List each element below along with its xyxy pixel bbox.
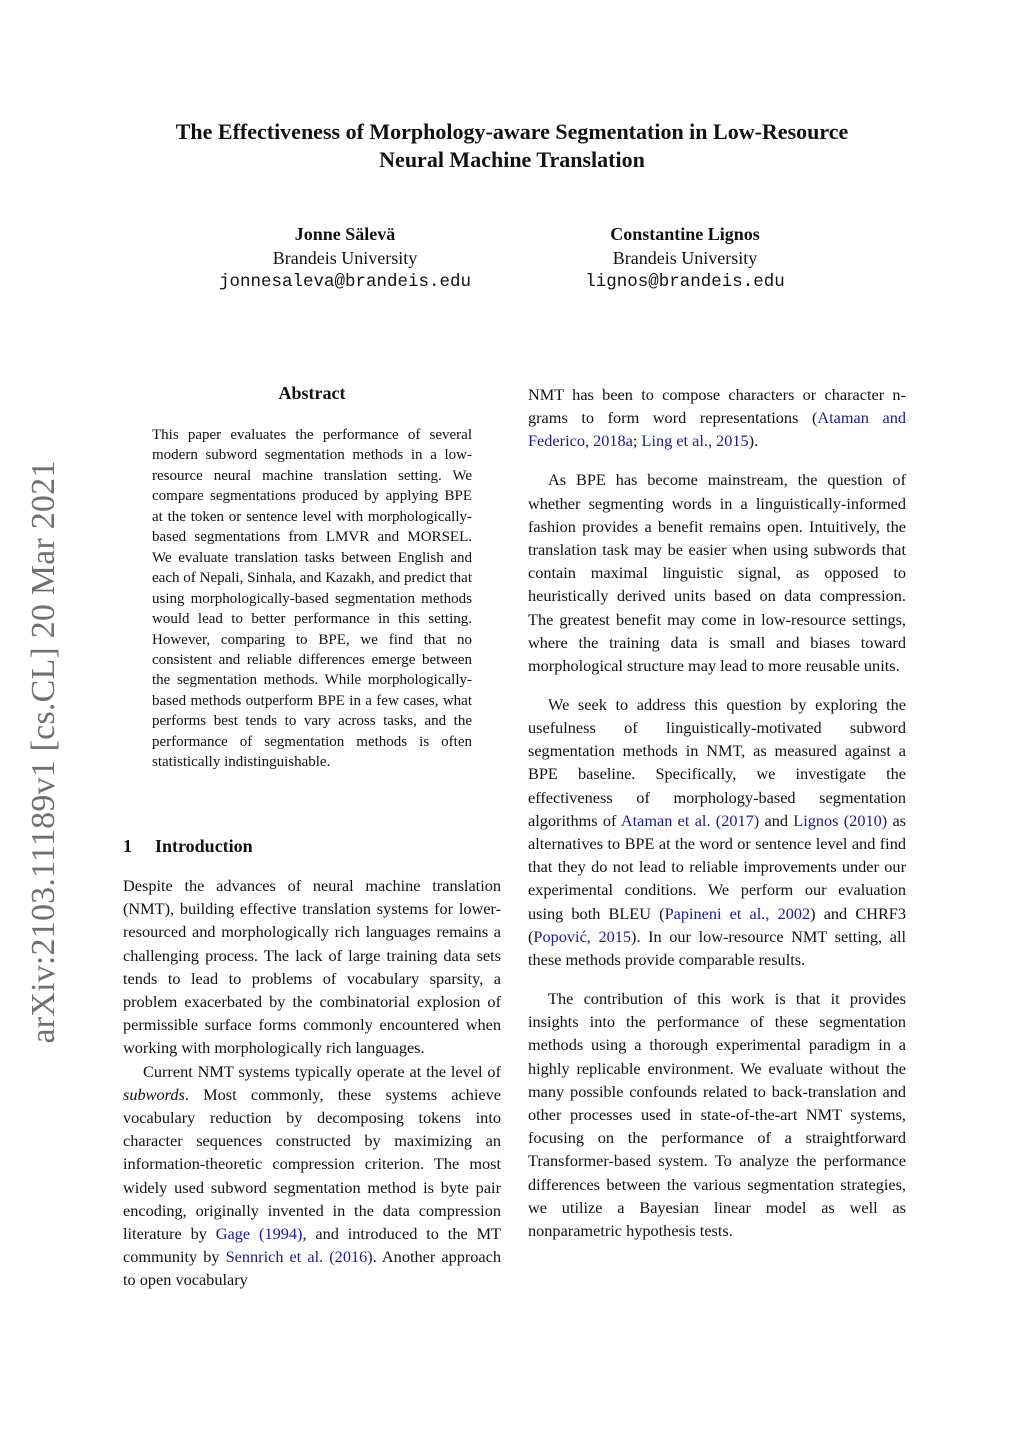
citation-link[interactable]: Sennrich et al. (2016) [225, 1247, 373, 1267]
abstract-text: This paper evaluates the performance of several modern subword segmentation methods in a low-resource neural machine translation setting. We compare segmentations produced by applying BPE at the token or sentence level with morphologically-based segmentations from LMVR and MORSEL. We evaluate translation tasks between English and each of Nepali, Sinhala, and Kazakh, and predict that using morphologically-based segmentation methods would lead to better performance in this setting. However, comparing to BPE, we find that no consistent and reliable differences emerge between the segmentation methods. While morphologically-based methods outperform BPE in a few cases, what performs best tends to vary across tasks, and the performance of segmentation methods is often statistically indistinguishable. [152, 427, 472, 771]
abstract-heading: Abstract [278, 383, 346, 403]
section-title: Introduction [155, 836, 253, 856]
emphasis: subwords [123, 1084, 185, 1104]
citation-link[interactable]: Ataman and Federico, 2018a [528, 408, 907, 451]
paragraph: Despite the advances of neural machine translation (NMT), building effective translation systems for lower-resourced and morphologically rich languages remains a challenging process. The lack of large training data sets tends to lead to problems of vocabulary sparsity, a problem exacerbated by the combinatorial explosion of permissible surface forms commonly encountered when working with morphologically rich languages. [123, 876, 501, 1058]
author-email[interactable]: jonnesaleva@brandeis.edu [218, 272, 472, 292]
paragraph: We seek to address this question by exploring the usefulness of linguistically-motivated subword segmentation methods in NMT, as measured against a BPE baseline. Specifically, we investigate the effectiveness of morphology-based segmentation algorithms of Ataman et al. (2017) and Lignos (2010) as alternatives to BPE at the word or sentence level and find that they do not lead to reliable improvements under our experimental conditions. We perform our evaluation using both BLEU (Papineni et al., 2002) and CHRF3 (Popović, 2015). In our low-resource NMT setting, all these methods provide comparable results. [528, 694, 907, 970]
left-column [123, 874, 501, 1292]
citation-link[interactable]: Gage (1994) [215, 1224, 303, 1244]
paragraph: NMT has been to compose characters or character n-grams to form word representations (Ataman and Federico, 2018a; Ling et al., 2015). [528, 385, 907, 451]
section-number: 1 [123, 836, 132, 856]
author-name: Constantine Lignos [610, 224, 760, 244]
author-block-2 [535, 222, 835, 294]
author-affiliation: Brandeis University [612, 248, 758, 268]
citation-link[interactable]: Ling et al., 2015 [641, 431, 749, 451]
paragraph: The contribution of this work is that it provides insights into the performance of these segmentation methods using a thorough experimental paradigm in a highly replicable environment. We evaluate without the many possible confounds related to back-translation and other processes used in state-of-the-art NMT systems, focusing on the performance of a straightforward Transformer-based system. To analyze the performance differences between the various segmentation strategies, we utilize a Bayesian linear model as well as nonparametric hypothesis tests. [528, 988, 906, 1240]
right-column [528, 383, 906, 1242]
paragraph: Current NMT systems typically operate at the level of subwords. Most commonly, these systems achieve vocabulary reduction by decomposing tokens into character sequences constructed by maximizing an information-theoretic compression criterion. The most widely used subword segmentation method is byte pair encoding, originally invented in the data compression literature by Gage (1994), and introduced to the MT community by Sennrich et al. (2016). Another approach to open vocabulary [123, 1061, 502, 1290]
title-line-1: The Effectiveness of Morphology-aware Segmentation in Low-Resource [175, 119, 849, 144]
author-name: Jonne Sälevä [294, 224, 396, 244]
citation-link[interactable]: Papineni et al., 2002 [664, 903, 811, 923]
section-heading-introduction [123, 836, 253, 857]
citation-link[interactable]: Popović, 2015 [533, 926, 632, 946]
paper-title [0, 118, 1024, 174]
citation-link[interactable]: Ataman et al. (2017) [620, 810, 760, 830]
author-email[interactable]: lignos@brandeis.edu [585, 272, 785, 292]
paragraph: As BPE has become mainstream, the question of whether segmenting words in a linguistically-informed fashion provides a benefit remains open. Intuitively, the translation task may be easier when using subwords that contain maximal linguistic signal, as opposed to heuristically derived units based on data compression. The greatest benefit may come in low-resource settings, where the training data is small and biases toward morphological structure may lead to more reusable units. [528, 470, 906, 675]
arxiv-stamp-text: arXiv:2103.11189v1 [cs.CL] 20 Mar 2021 [25, 460, 62, 1044]
author-block-1 [195, 222, 495, 294]
title-line-2: Neural Machine Translation [379, 147, 645, 172]
author-affiliation: Brandeis University [272, 248, 418, 268]
citation-link[interactable]: Lignos (2010) [793, 810, 888, 830]
